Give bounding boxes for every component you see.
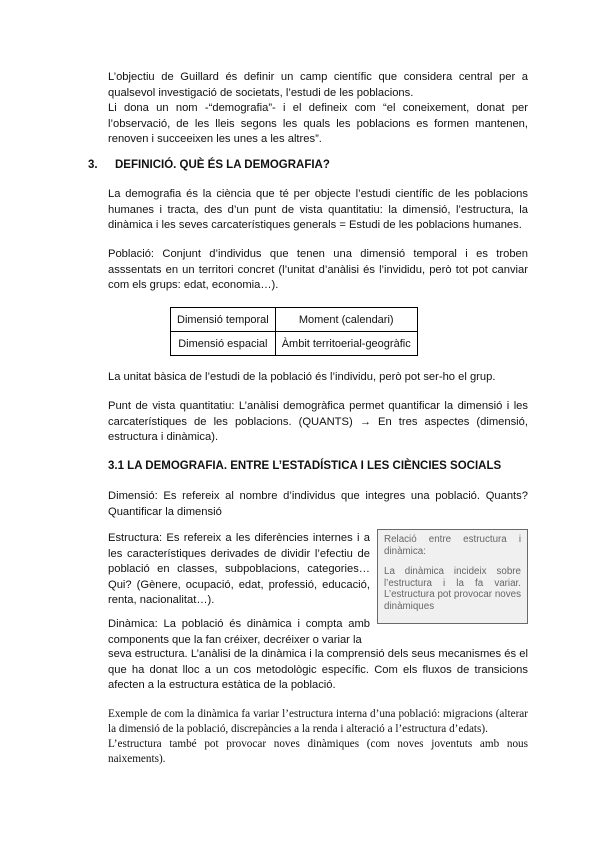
table-cell: Àmbit territoerial-geogràfic (275, 332, 417, 356)
table-row (171, 308, 418, 332)
section-3-1-heading: 3.1 LA DEMOGRAFIA. ENTRE L’ESTADÍSTICA I LES CIÈNCIES SOCIALS (108, 460, 502, 472)
definition-block (108, 187, 528, 234)
definition-paragraph: La demografia és la ciència que té per objecte l’estudi científic de les poblacions humanes i tracta, des d’un punt de vista quantitatiu: la dimensió, l’estructura, la dinàmica i les seves carcaterístiques generals = Estudi de les poblacions humanes. (108, 188, 528, 231)
unitat-paragraph: La unitat bàsica de l’estudi de la població és l’individu, però pot ser-ho el grup. (108, 371, 496, 383)
exemple-paragraph-2: L’estructura també pot provocar noves dinàmiques (com noves joventuts amb nous naixements). (108, 738, 528, 765)
intro-block (108, 70, 528, 148)
sidebar-note-box (377, 529, 528, 624)
dinamica-lead-block (108, 617, 370, 648)
punt-paragraph: Punt de vista quantitatiu: L’anàlisi demogràfica permet quantificar la dimensió i les carcaterístiques de les poblacions. (QUANTS) → En tres aspectes (dimensió, estructura i dinàmica). (108, 400, 528, 443)
sidebar-note-title: Relació entre estructura i dinàmica: (384, 534, 521, 557)
dinamica-rest-block (108, 647, 528, 694)
table-cell: Dimensió espacial (171, 332, 276, 356)
intro-paragraph-1: L’objectiu de Guillard és definir un camp científic que considera central per a qualsevol investigació de societats, l’estudi de les poblacions. (108, 71, 528, 99)
section-3-number: 3. (88, 159, 98, 171)
table-row (171, 332, 418, 356)
punt-block (108, 399, 528, 446)
exemple-block (108, 707, 528, 767)
exemple-paragraph-1: Exemple de com la dinàmica fa variar l’estructura interna d’una població: migracions (alterar la dimensió de la població, discrepàncies a la renda i alteració a l’estructura d’edats). (108, 708, 528, 735)
intro-paragraph-2: Li dona un nom -“demografia”- i el defineix com “el coneixement, donat per l’observació, de les lleis segons les quals les poblacions es formen mantenen, renoven i succeeixen les unes a les altres”. (108, 102, 528, 145)
poblacio-paragraph: Població: Conjunt d’individus que tenen una dimensió temporal i es troben asssentats en un territori concret (l’unitat d’anàlisi és l’invididu, però tot pot canviar com els grups: edat, economia…). (108, 248, 528, 291)
estructura-block (108, 531, 370, 609)
section-3-heading (88, 159, 330, 171)
dimensio-paragraph: Dimensió: Es refereix al nombre d’individus que integres una població. Quants? Quantificar la dimensió (108, 490, 528, 518)
dinamica-lead-paragraph: Dinàmica: La població és dinàmica i compta amb components que la fan créixer, decréixer o variar la (108, 618, 370, 646)
table-cell: Dimensió temporal (171, 308, 276, 332)
dimensions-table (170, 307, 418, 356)
dimensio-block (108, 489, 528, 520)
table-cell: Moment (calendari) (275, 308, 417, 332)
dinamica-rest-paragraph: seva estructura. L’anàlisi de la dinàmica i la comprensió dels seus mecanismes és el que ha donat lloc a un cos metodològic específic. Com els fluxos de transicions afecten a la estructura estàtica de la població. (108, 648, 528, 691)
section-3-title: DEFINICIÓ. QUÈ ÉS LA DEMOGRAFIA? (115, 159, 330, 171)
estructura-paragraph: Estructura: Es refereix a les diferències internes i a les característiques derivades de dividir l’efectiu de població en classes, subpoblacions, categories… Qui? (Gènere, ocupació, edat, professió, educació, renta, nacionalitat…). (108, 532, 370, 606)
poblacio-block (108, 247, 528, 294)
sidebar-note-text: La dinàmica incideix sobre l’estructura i la fa variar. L’estructura pot provocar noves dinàmiques (384, 566, 521, 612)
unitat-block (108, 370, 528, 386)
